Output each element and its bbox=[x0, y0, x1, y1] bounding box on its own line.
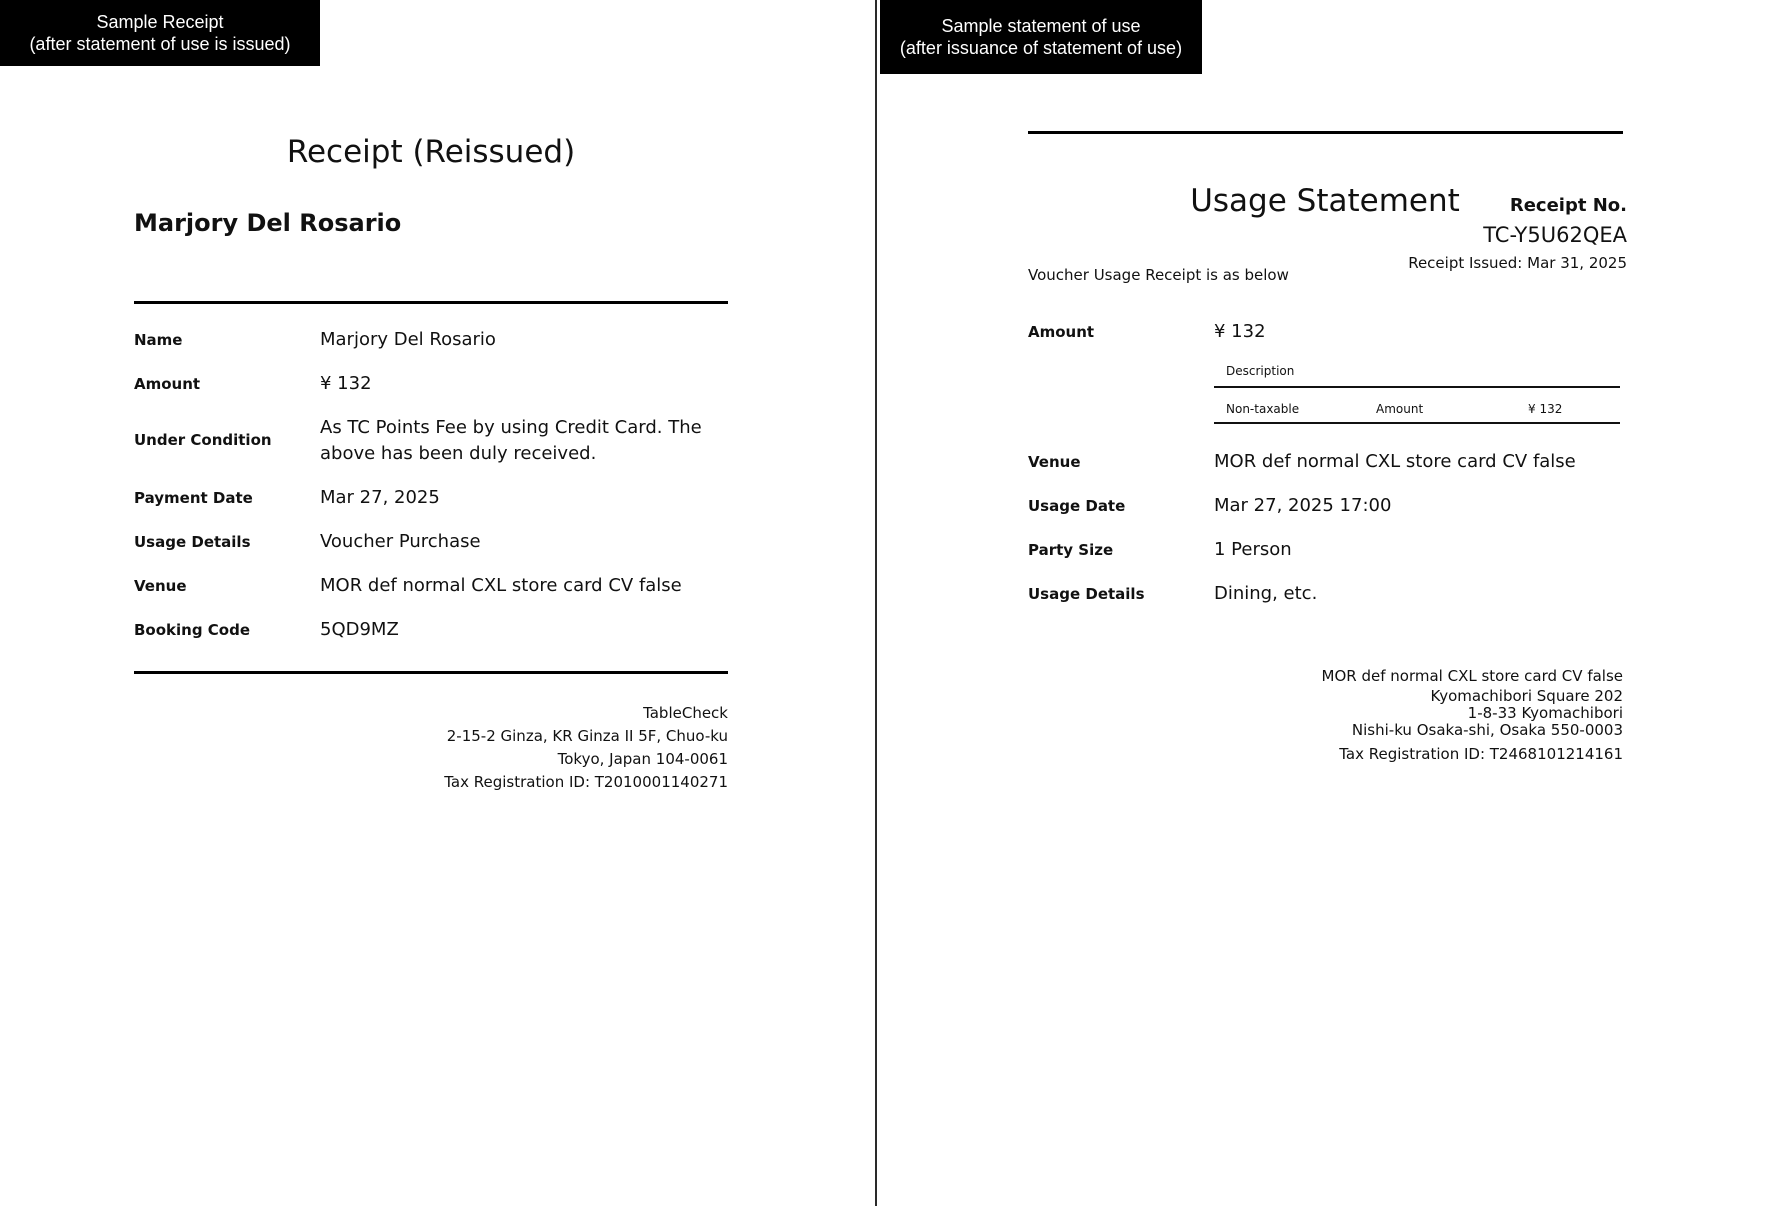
venue-info-address-line-1: Kyomachibori Square 202 bbox=[1430, 687, 1623, 705]
usage-details-value: Voucher Purchase bbox=[320, 531, 481, 552]
party-size-label: Party Size bbox=[1028, 541, 1114, 559]
venue-info-name: MOR def normal CXL store card CV false bbox=[1321, 667, 1623, 685]
amount-label: Amount bbox=[134, 375, 201, 393]
payment-date-label: Payment Date bbox=[134, 489, 253, 507]
statement-intro: Voucher Usage Receipt is as below bbox=[1028, 266, 1289, 284]
description-amount-value: ¥ 132 bbox=[1528, 402, 1563, 416]
statement-title: Usage Statement bbox=[1190, 183, 1460, 219]
sample-receipt-tag bbox=[0, 0, 320, 66]
receipt-top-rule bbox=[134, 301, 728, 304]
issuer-tax-id: Tax Registration ID: T2010001140271 bbox=[444, 773, 728, 791]
statement-usage-details-value: Dining, etc. bbox=[1214, 583, 1318, 604]
receipt-title: Receipt (Reissued) bbox=[286, 134, 576, 170]
issuer-name: TableCheck bbox=[643, 704, 728, 722]
booking-code-label: Booking Code bbox=[134, 621, 251, 639]
statement-amount-value: ¥ 132 bbox=[1214, 321, 1266, 342]
venue-value: MOR def normal CXL store card CV false bbox=[320, 575, 682, 596]
receipt-number-label: Receipt No. bbox=[1509, 195, 1627, 216]
statement-amount-label: Amount bbox=[1028, 323, 1095, 341]
issuer-address-line-1: 2-15-2 Ginza, KR Ginza II 5F, Chuo-ku bbox=[446, 727, 728, 745]
amount-value: ¥ 132 bbox=[320, 373, 372, 394]
usage-details-label: Usage Details bbox=[134, 533, 251, 551]
receipt-number: TC-Y5U62QEA bbox=[1483, 223, 1627, 247]
receipt-bottom-rule bbox=[134, 671, 728, 674]
venue-info-address-line-2: 1-8-33 Kyomachibori bbox=[1467, 704, 1623, 722]
description-bottom-rule bbox=[1214, 422, 1620, 424]
statement-venue-value: MOR def normal CXL store card CV false bbox=[1214, 451, 1576, 472]
under-condition-value: As TC Points Fee by using Credit Card. The above has been duly received. bbox=[320, 417, 702, 464]
name-label: Name bbox=[134, 331, 183, 349]
description-header: Description bbox=[1226, 364, 1295, 378]
statement-venue-label: Venue bbox=[1028, 453, 1081, 471]
panel-divider bbox=[875, 0, 877, 1206]
tag-line-1: Sample Receipt bbox=[96, 12, 224, 32]
description-type: Non-taxable bbox=[1226, 402, 1300, 416]
sample-statement-tag bbox=[880, 0, 1202, 74]
issuer-address-line-2: Tokyo, Japan 104-0061 bbox=[557, 750, 728, 768]
party-size-value: 1 Person bbox=[1214, 539, 1292, 560]
booking-code-value: 5QD9MZ bbox=[320, 619, 399, 640]
usage-date-value: Mar 27, 2025 17:00 bbox=[1214, 495, 1392, 516]
statement-usage-details-label: Usage Details bbox=[1028, 585, 1145, 603]
issuer-info bbox=[444, 702, 728, 794]
venue-label: Venue bbox=[134, 577, 187, 595]
under-condition-label: Under Condition bbox=[134, 431, 272, 449]
payment-date-value: Mar 27, 2025 bbox=[320, 487, 440, 508]
statement-top-rule bbox=[1028, 131, 1623, 134]
description-header-rule bbox=[1214, 386, 1620, 388]
venue-info-address-line-3: Nishi-ku Osaka-shi, Osaka 550-0003 bbox=[1351, 721, 1623, 739]
name-value: Marjory Del Rosario bbox=[320, 329, 496, 350]
receipt-issued-date: Receipt Issued: Mar 31, 2025 bbox=[1408, 254, 1627, 272]
usage-date-label: Usage Date bbox=[1028, 497, 1126, 515]
customer-name: Marjory Del Rosario bbox=[134, 209, 402, 237]
tag-line-1: Sample statement of use bbox=[941, 16, 1141, 36]
tag-line-2: (after issuance of statement of use) bbox=[899, 38, 1183, 58]
tag-line-2: (after statement of use is issued) bbox=[29, 34, 291, 54]
venue-info-tax-id: Tax Registration ID: T2468101214161 bbox=[1339, 745, 1623, 763]
description-amount-label: Amount bbox=[1376, 402, 1424, 416]
